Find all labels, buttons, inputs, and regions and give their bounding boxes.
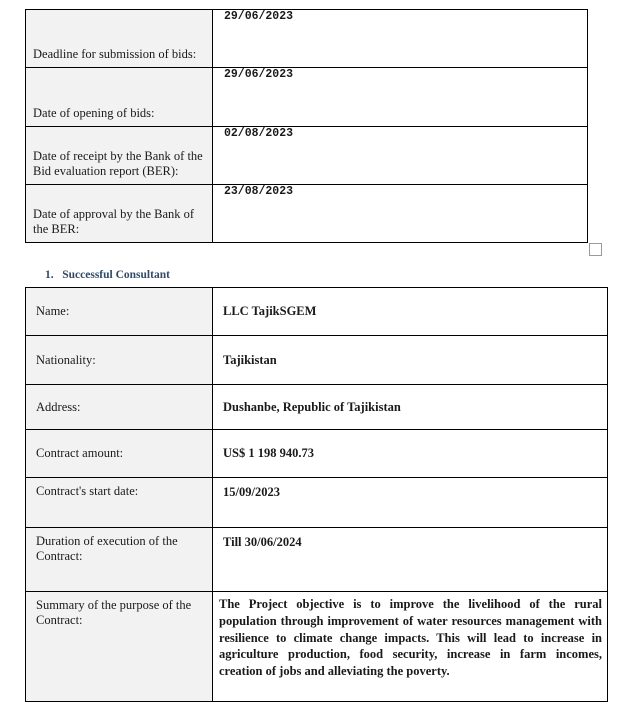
row-label: Date of opening of bids:	[26, 68, 213, 127]
table-row	[26, 430, 608, 478]
table-row	[26, 288, 608, 336]
table-row	[26, 10, 588, 68]
table-row	[26, 478, 608, 528]
section-number: 1.	[45, 269, 54, 281]
table-row	[26, 385, 608, 430]
row-label: Summary of the purpose of the Contract:	[26, 592, 213, 702]
table-row	[26, 185, 588, 243]
table-row	[26, 127, 588, 185]
bid-dates-table	[25, 9, 588, 243]
table-row	[26, 528, 608, 592]
consultant-table	[25, 287, 608, 702]
section-title: Successful Consultant	[62, 269, 170, 281]
row-value: LLC TajikSGEM	[213, 288, 608, 336]
table-row	[26, 68, 588, 127]
row-label: Contract amount:	[26, 430, 213, 478]
table-row	[26, 336, 608, 385]
row-value: 23/08/2023	[213, 185, 588, 243]
row-label: Deadline for submission of bids:	[26, 10, 213, 68]
row-value: 29/06/2023	[213, 10, 588, 68]
row-value: The Project objective is to improve the livelihood of the rural population through improvement of water resources management with resilience to climate change impacts. This will lead to increase in agriculture production, food security, increase in farm incomes, creation of jobs and alleviating the poverty.	[213, 592, 608, 702]
row-value: 15/09/2023	[213, 478, 608, 528]
section-heading	[45, 269, 170, 281]
table-checkbox[interactable]	[589, 243, 602, 256]
row-value: Till 30/06/2024	[213, 528, 608, 592]
row-value: Tajikistan	[213, 336, 608, 385]
row-label: Date of receipt by the Bank of the Bid evaluation report (BER):	[26, 127, 213, 185]
row-label: Nationality:	[26, 336, 213, 385]
row-value: US$ 1 198 940.73	[213, 430, 608, 478]
row-label: Contract's start date:	[26, 478, 213, 528]
row-value: Dushanbe, Republic of Tajikistan	[213, 385, 608, 430]
row-value: 02/08/2023	[213, 127, 588, 185]
row-label: Duration of execution of the Contract:	[26, 528, 213, 592]
row-label: Date of approval by the Bank of the BER:	[26, 185, 213, 243]
table-row	[26, 592, 608, 702]
row-label: Name:	[26, 288, 213, 336]
row-value: 29/06/2023	[213, 68, 588, 127]
row-label: Address:	[26, 385, 213, 430]
